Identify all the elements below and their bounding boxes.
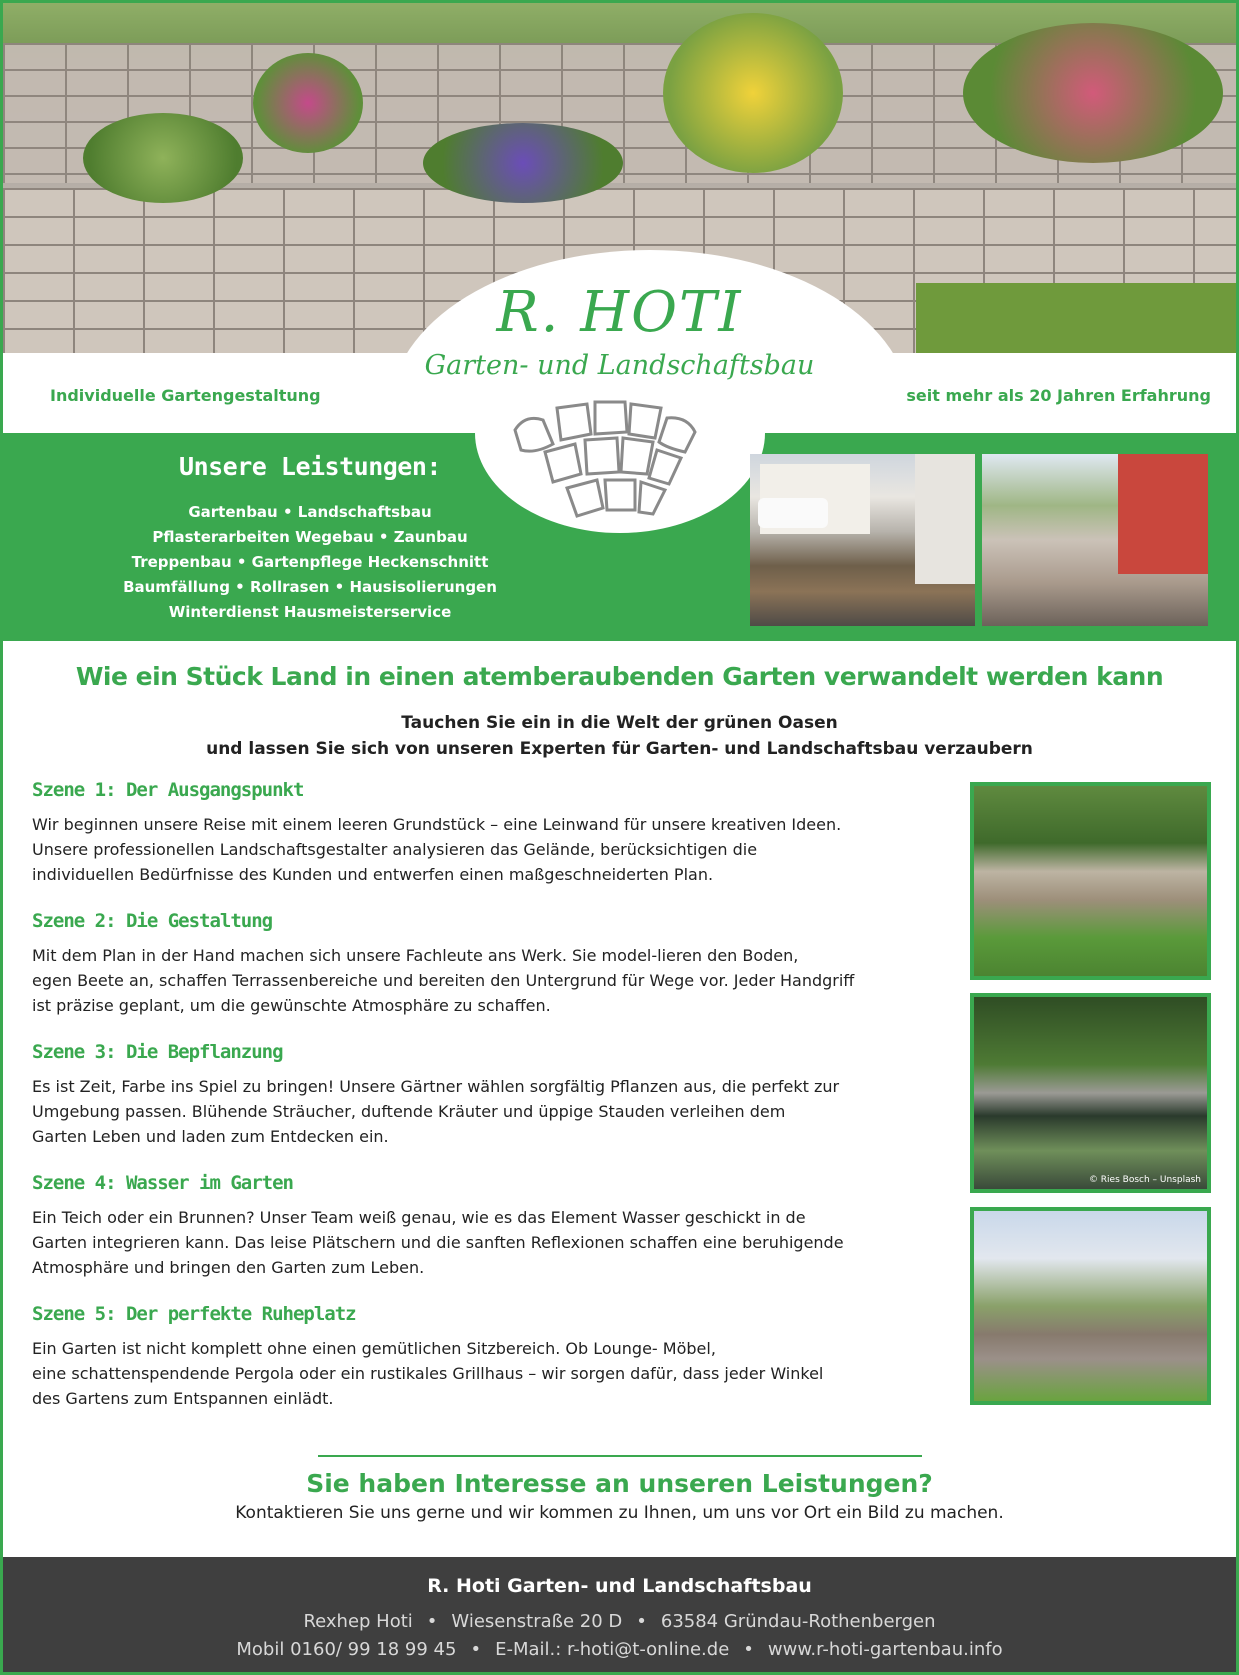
photo-garden-swing [970,1207,1211,1405]
scene-2-text [32,943,912,1018]
brand-subtitle: Garten- und Landschaftsbau [424,350,815,381]
shrub-left [83,113,243,203]
scene-2-title: Szene 2: Die Gestaltung [32,910,273,932]
brand-name: R. HOTI [496,280,743,345]
scene-line: Ein Garten ist nicht komplett ohne einen gemütlichen Sitzbereich. Ob Lounge- Möbel, [32,1339,716,1358]
scene-1-text [32,812,912,887]
scene-4-title: Szene 4: Wasser im Garten [32,1172,293,1194]
paving-stones-icon [495,392,715,522]
services-line: Pflasterarbeiten Wegebau • Zaunbau [152,528,468,546]
footer-phone[interactable]: Mobil 0160/ 99 18 99 45 [236,1639,457,1660]
intro-line: und lassen Sie sich von unseren Experten für Garten- und Landschaftsbau verzaubern [206,739,1033,759]
services-list [110,500,510,625]
scene-line: Mit dem Plan in der Hand machen sich unsere Fachleute ans Werk. Sie model-lieren den Boden, [32,946,799,965]
photo-stone-beds [970,782,1211,980]
footer-city: 63584 Gründau-Rothenbergen [660,1611,936,1632]
cta-title: Sie haben Interesse an unseren Leistungen? [306,1469,933,1498]
services-line: Gartenbau • Landschaftsbau [188,503,432,521]
scene-5-text [32,1336,912,1411]
scene-line: Garten Leben und laden zum Entdecken ein. [32,1127,389,1146]
scene-line: Wir beginnen unsere Reise mit einem leeren Grundstück – eine Leinwand für unsere kreativen Ideen. [32,815,842,834]
flowers-yellow [663,13,843,173]
scene-line: Umgebung passen. Blühende Sträucher, duftende Kräuter und üppige Stauden verleihen dem [32,1102,786,1121]
footer [3,1557,1236,1672]
scene-line: Es ist Zeit, Farbe ins Spiel zu bringen! Unsere Gärtner wählen sorgfältig Pflanzen aus, die perfekt zur [32,1077,840,1096]
scene-line: Atmosphäre und bringen den Garten zum Leben. [32,1258,425,1277]
scene-3-title: Szene 3: Die Bepflanzung [32,1041,283,1063]
photo-credit: © Ries Bosch – Unsplash [1088,1175,1201,1185]
flowers-purple [423,123,623,203]
scene-line: ist präzise geplant, um die gewünschte Atmosphäre zu schaffen. [32,996,551,1015]
cta-divider [318,1455,922,1457]
main-headline: Wie ein Stück Land in einen atemberaubenden Garten verwandelt werden kann [75,662,1164,691]
scene-4-text [32,1205,912,1280]
footer-street: Wiesenstraße 20 D [451,1611,623,1632]
footer-separator: • [636,1611,647,1632]
scene-line: Garten integrieren kann. Das leise Plätschern und die sanften Reflexionen schaffen eine beruhigende [32,1233,844,1252]
scene-line: Ein Teich oder ein Brunnen? Unser Team weiß genau, wie es das Element Wasser geschickt in de [32,1208,806,1227]
intro-text [0,710,1239,762]
services-line: Baumfällung • Rollrasen • Hausisolierungen [123,578,497,596]
tagline-left: Individuelle Gartengestaltung [50,386,321,405]
scene-1-title: Szene 1: Der Ausgangspunkt [32,779,304,801]
scene-3-text [32,1074,912,1149]
cta-text: Kontaktieren Sie uns gerne und wir kommen zu Ihnen, um uns vor Ort ein Bild zu machen. [235,1503,1004,1523]
scene-line: Unsere professionellen Landschaftsgestalter analysieren das Gelände, berücksichtigen die [32,840,758,859]
flowers-pink [253,53,363,153]
footer-email[interactable]: E-Mail.: r-hoti@t-online.de [495,1639,730,1660]
photo-garden-bed [750,454,975,626]
footer-address-line [3,1611,1236,1632]
photo-terrace [982,454,1208,626]
photo-pond [970,993,1211,1193]
footer-separator: • [743,1639,754,1660]
photo-wall [915,454,975,584]
footer-separator: • [426,1611,438,1632]
scene-line: egen Beete an, schaffen Terrassenbereiche und bereiten den Untergrund für Wege vor. Jeder Handgriff [32,971,855,990]
scene-line: des Gartens zum Entspannen einlädt. [32,1389,334,1408]
intro-line: Tauchen Sie ein in die Welt der grünen Oasen [401,713,838,733]
tagline-right: seit mehr als 20 Jahren Erfahrung [906,386,1211,405]
footer-company: R. Hoti Garten- und Landschaftsbau [427,1575,812,1597]
footer-separator: • [470,1639,482,1660]
footer-contact-line [3,1639,1236,1660]
photo-van [758,498,828,528]
footer-owner: Rexhep Hoti [303,1611,413,1632]
scene-line: eine schattenspendende Pergola oder ein rustikales Grillhaus – wir sorgen dafür, dass jeder Winkel [32,1364,824,1383]
services-line: Treppenbau • Gartenpflege Heckenschnitt [131,553,489,571]
shrub-right [963,23,1223,163]
services-line: Winterdienst Hausmeisterservice [168,603,452,621]
scene-line: individuellen Bedürfnisse des Kunden und entwerfen einen maßgeschneiderten Plan. [32,865,714,884]
scene-5-title: Szene 5: Der perfekte Ruheplatz [32,1303,356,1325]
photo-red-wall [1118,454,1208,574]
footer-website[interactable]: www.r-hoti-gartenbau.info [767,1639,1003,1660]
services-title: Unsere Leistungen: [179,452,441,481]
